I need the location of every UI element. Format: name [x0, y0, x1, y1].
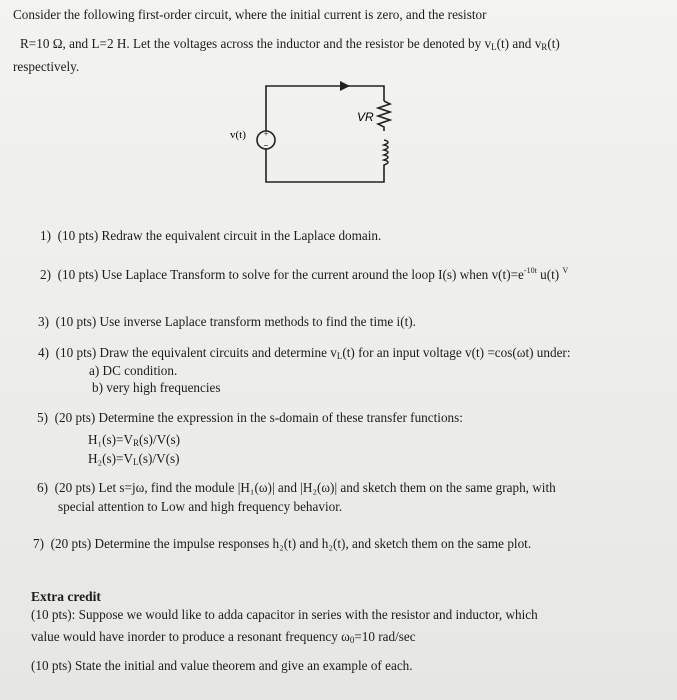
intro-line-1: Consider the following first-order circuit, where the initial current is zero, and the resistor — [13, 7, 487, 22]
transfer-function-h2: $H_2(s)=V_L(s)/V(s)$ — [88, 451, 180, 467]
question-5: 5) (20 pts) Determine the expression in the s-domain of these transfer functions: — [37, 410, 463, 425]
extra-credit-1-line-2: value would have inorder to produce a resonant frequency $\omega_0=10$ rad/sec — [31, 629, 416, 645]
intro-line-3: respectively. — [13, 59, 80, 74]
loop-wire-bottom — [266, 144, 384, 182]
question-4: 4) (10 pts) Draw the equivalent circuits and determine $v_L(t)$ for an input voltage v(t) =cos(ωt) under: — [38, 345, 571, 361]
transfer-function-h1: $H_1(s)=V_R(s)/V(s)$ — [88, 432, 181, 448]
source-minus: − — [263, 141, 269, 150]
rl-circuit-svg — [222, 78, 422, 190]
source-plus: + — [263, 131, 269, 138]
question-3: 3) (10 pts) Use inverse Laplace transform methods to find the time i(t). — [38, 314, 416, 329]
question-6-line-1: 6) (20 pts) Let s=jω, find the module |H₁(ω)| and |H₂(ω)| and sketch them on the same graph, with — [37, 480, 556, 495]
extra-credit-title: Extra credit — [31, 589, 101, 604]
question-6-line-2: special attention to Low and high frequency behavior. — [58, 499, 343, 514]
question-4-a: a) DC condition. — [89, 363, 178, 378]
resistor-zigzag — [378, 101, 390, 131]
resistor-label: VR — [357, 110, 374, 124]
extra-credit-1-line-1: (10 pts): Suppose we would like to adda capacitor in series with the resistor and inductor, which — [31, 607, 538, 622]
question-1: 1) (10 pts) Redraw the equivalent circuit in the Laplace domain. — [40, 228, 382, 243]
extra-credit-2: (10 pts) State the initial and value theorem and give an example of each. — [31, 658, 413, 673]
circuit-diagram — [222, 78, 422, 195]
question-4-b: b) very high frequencies — [92, 380, 221, 395]
source-label: v(t) — [230, 129, 246, 141]
current-arrow-icon — [340, 81, 350, 91]
inductor-coil — [384, 140, 388, 175]
question-2: 2) (10 pts) Use Laplace Transform to solve for the current around the loop I(s) when $v(t)=e^{-10t}$ u(t) $^V$ — [40, 266, 569, 282]
intro-line-2: R=10 Ω, and L=2 H. Let the voltages across the inductor and the resistor be denoted by $v_L(t)$ and $v_R(t)$ — [20, 36, 560, 52]
question-7: 7) (20 pts) Determine the impulse responses h₂(t) and h₂(t), and sketch them on the same plot. — [33, 536, 532, 551]
